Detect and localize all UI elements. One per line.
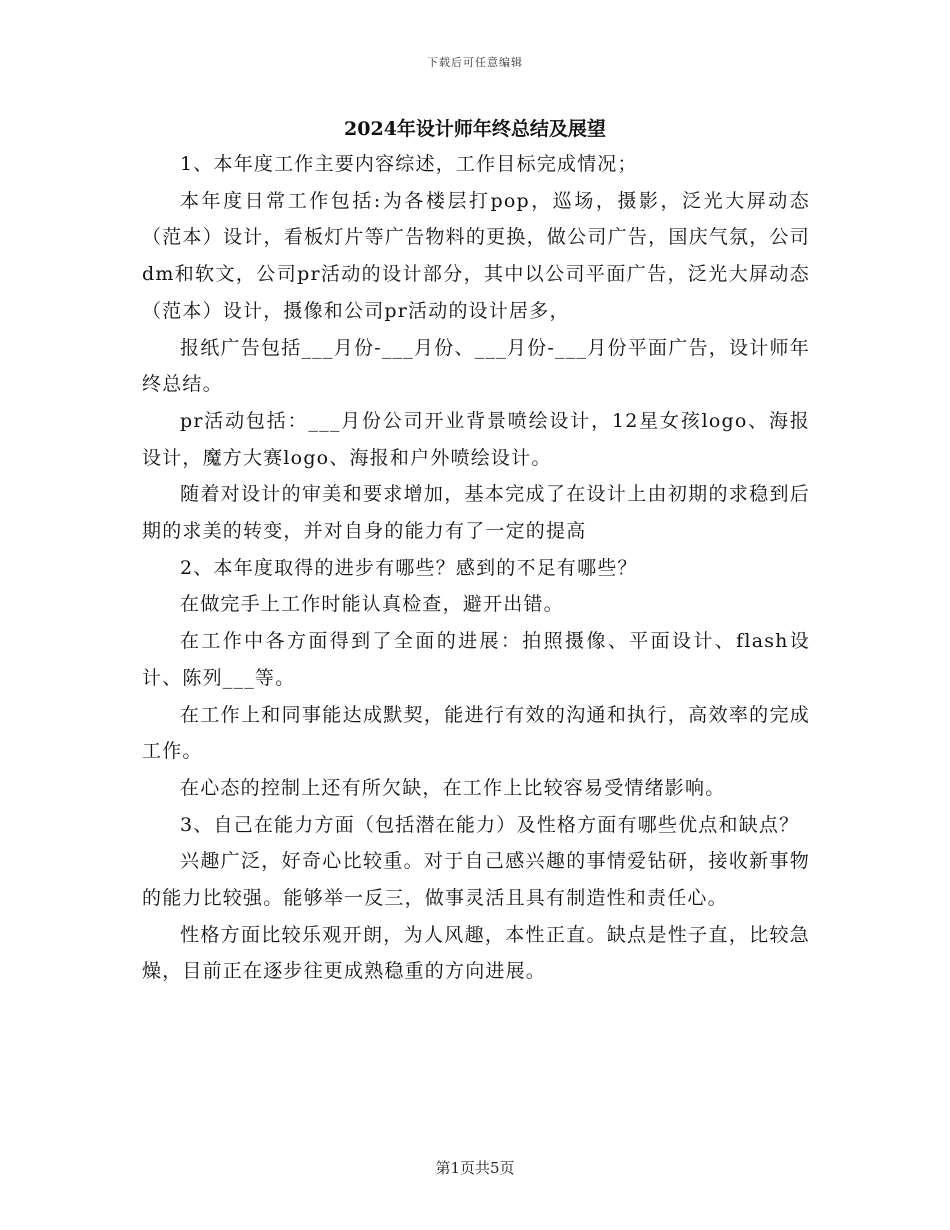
paragraph-interests: 兴趣广泛，好奇心比较重。对于自己感兴趣的事情爱钻研，接收新事物的能力比较强。能够举一反三，做事灵活且具有制造性和责任心。 (142, 850, 810, 910)
paragraph-skill-progress: 在工作中各方面得到了全面的进展：拍照摄像、平面设计、flash设计、陈列___等。 (142, 630, 810, 689)
paragraph-careful-check: 在做完手上工作时能认真检查，避开出错。 (180, 593, 564, 616)
header-note: 下载后可任意编辑 (427, 56, 523, 69)
paragraph-section-3-heading: 3、自己在能力方面（包括潜在能力）及性格方面有哪些优点和缺点？ (180, 813, 800, 836)
paragraph-design-improvement: 随着对设计的审美和要求增加，基本完成了在设计上由初期的求稳到后期的求美的转变，并对自身的能力有了一定的提高 (142, 483, 810, 543)
page-indicator: 第1页共5页 (435, 1159, 515, 1177)
paragraph-pr-activities: pr活动包括：___月份公司开业背景喷绘设计，12星女孩logo、海报设计，魔方大赛logo、海报和户外喷绘设计。 (142, 409, 810, 469)
paragraph-section-1-heading: 1、本年度工作主要内容综述，工作目标完成情况； (180, 153, 638, 175)
paragraph-daily-work: 本年度日常工作包括:为各楼层打pop，巡场，摄影，泛光大屏动态（范本）设计，看板灯片等广告物料的更换，做公司广告，国庆气氛，公司dm和软文，公司pr活动的设计部分，其中以公司平面广告，泛光大屏动态（范本）设计，摄像和公司pr活动的设计居多， (142, 189, 810, 322)
document-body (142, 146, 810, 990)
paragraph-newspaper-ads: 报纸广告包括___月份-___月份、___月份-___月份平面广告，设计师年终总结。 (142, 336, 810, 396)
paragraph-emotion-control: 在心态的控制上还有所欠缺，在工作上比较容易受情绪影响。 (180, 776, 726, 799)
paragraph-personality: 性格方面比较乐观开朗，为人风趣，本性正直。缺点是性子直，比较急燥，目前正在逐步往更成熟稳重的方向进展。 (142, 923, 810, 983)
paragraph-section-2-heading: 2、本年度取得的进步有哪些？感到的不足有哪些？ (180, 556, 638, 579)
paragraph-teamwork: 在工作上和同事能达成默契，能进行有效的沟通和执行，高效率的完成工作。 (142, 703, 810, 763)
document-title: 2024年设计师年终总结及展望 (344, 118, 606, 140)
